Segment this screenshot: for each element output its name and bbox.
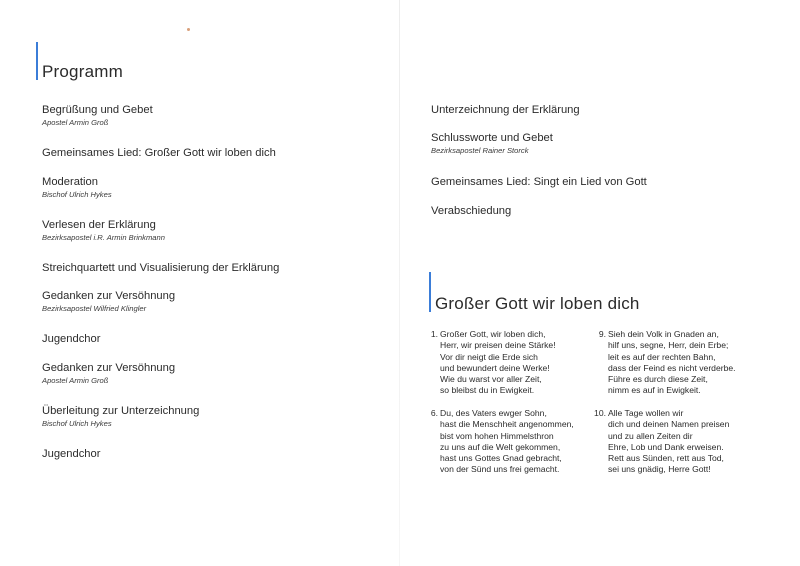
program-item xyxy=(42,404,199,429)
verse-line: Führe es durch diese Zeit, xyxy=(608,374,708,385)
programm-title: Programm xyxy=(42,62,123,81)
verse-line: so bleibst du in Ewigkeit. xyxy=(440,385,535,396)
program-item-title: Schlussworte und Gebet xyxy=(431,132,553,144)
verse-line: und zu allen Zeiten dir xyxy=(608,430,693,441)
program-item xyxy=(42,175,112,200)
verse-line: und bewundert deine Werke! xyxy=(440,362,550,373)
verse-line: Vor dir neigt die Erde sich xyxy=(440,351,538,362)
verse-line: leit es auf der rechten Bahn, xyxy=(608,351,716,362)
hymn-heading xyxy=(429,272,640,312)
program-item-title: Gedanken zur Versöhnung xyxy=(42,290,176,302)
hymn-title: Großer Gott wir loben dich xyxy=(435,294,640,313)
program-item xyxy=(431,131,553,156)
program-item xyxy=(42,218,165,243)
program-item-title: Gemeinsames Lied: Singt ein Lied von Gott xyxy=(431,176,647,188)
verse-line: Du, des Vaters ewger Sohn, xyxy=(440,408,547,418)
program-item xyxy=(42,103,153,128)
verse-line: hast die Menschheit angenommen, xyxy=(440,419,574,430)
program-item-title: Verlesen der Erklärung xyxy=(42,219,156,231)
verse-line: Rett aus Sünden, rett aus Tod, xyxy=(608,453,724,464)
verse-line: hast uns Gottes Gnad gebracht, xyxy=(440,453,562,464)
verse-line: zu uns auf die Welt gekommen, xyxy=(440,441,561,452)
program-item xyxy=(431,175,647,189)
verse-number: 1. xyxy=(430,329,438,339)
verse-number: 6. xyxy=(430,408,438,418)
program-item xyxy=(42,447,100,461)
verse-line: von der Sünd uns frei gemacht. xyxy=(440,464,560,475)
verse-line: Ehre, Lob und Dank erweisen. xyxy=(608,441,724,452)
programm-heading xyxy=(36,42,123,80)
program-item xyxy=(42,361,175,386)
program-item xyxy=(431,204,511,218)
verse-line: dich und deinen Namen preisen xyxy=(608,419,730,430)
verse-line: hilf uns, segne, Herr, dein Erbe; xyxy=(608,340,729,351)
program-item xyxy=(42,289,175,314)
program-item-title: Gemeinsames Lied: Großer Gott wir loben dich xyxy=(42,147,276,159)
verse-line: Wie du warst vor aller Zeit, xyxy=(440,374,542,385)
program-item-title: Jugendchor xyxy=(42,333,101,345)
program-item xyxy=(42,261,279,275)
program-item-title: Verabschiedung xyxy=(431,205,512,217)
program-item xyxy=(42,332,100,346)
program-item-speaker: Bezirksapostel Wilfried Klingler xyxy=(42,304,147,313)
right-page xyxy=(400,0,800,566)
verse-number: 10. xyxy=(594,408,606,418)
program-item-speaker: Bischof Ulrich Hykes xyxy=(42,419,112,428)
program-item-speaker: Apostel Armin Groß xyxy=(42,118,109,127)
verse-line: Herr, wir preisen deine Stärke! xyxy=(440,340,556,351)
program-item-speaker: Bezirksapostel Rainer Storck xyxy=(431,146,529,155)
program-item-title: Überleitung zur Unterzeichnung xyxy=(42,405,200,417)
verse-line: sei uns gnädig, Herre Gott! xyxy=(608,464,711,475)
program-item-speaker: Bischof Ulrich Hykes xyxy=(42,190,112,199)
program-item-speaker: Apostel Armin Groß xyxy=(42,376,109,385)
program-item-title: Unterzeichnung der Erklärung xyxy=(431,104,580,116)
verse-line: bist vom hohen Himmelsthron xyxy=(440,430,554,441)
program-item xyxy=(42,146,276,160)
program-item-title: Begrüßung und Gebet xyxy=(42,104,153,116)
program-item-speaker: Bezirksapostel i.R. Armin Brinkmann xyxy=(42,233,165,242)
scan-speck xyxy=(187,28,190,31)
verse-line: nimm es auf in Ewigkeit. xyxy=(608,385,701,396)
verse-line: Sieh dein Volk in Gnaden an, xyxy=(608,329,719,339)
verse-line: Großer Gott, wir loben dich, xyxy=(440,329,546,339)
program-item-title: Gedanken zur Versöhnung xyxy=(42,362,176,374)
verse-line: dass der Feind es nicht verderbe. xyxy=(608,362,736,373)
program-item-title: Streichquartett und Visualisierung der Erklärung xyxy=(42,262,280,274)
verse-line: Alle Tage wollen wir xyxy=(608,408,684,418)
verse-number: 9. xyxy=(598,329,606,339)
program-item xyxy=(431,103,580,117)
accent-bar xyxy=(36,42,38,80)
program-item-title: Moderation xyxy=(42,176,98,188)
accent-bar xyxy=(429,272,431,312)
program-item-title: Jugendchor xyxy=(42,448,101,460)
